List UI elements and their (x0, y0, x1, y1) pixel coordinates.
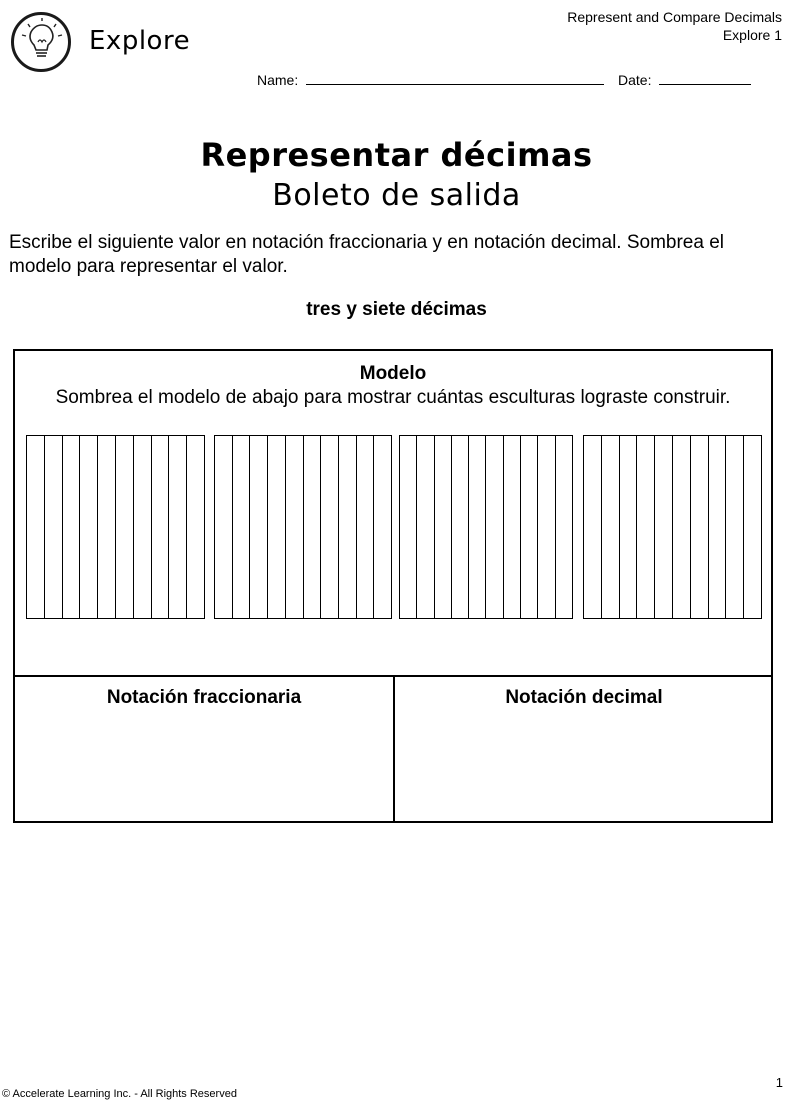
page-number: 1 (775, 1075, 783, 1090)
tenth-strip[interactable] (374, 436, 391, 618)
tenth-strip[interactable] (321, 436, 339, 618)
tenth-strip[interactable] (134, 436, 152, 618)
worksheet-table (13, 349, 773, 823)
tenths-grid[interactable] (26, 435, 205, 619)
course-title: Represent and Compare Decimals (567, 9, 782, 25)
name-label: Name: (257, 72, 299, 88)
page-subtitle: Boleto de salida (272, 178, 521, 213)
decimal-answer-area[interactable] (399, 723, 769, 819)
tenth-strip[interactable] (435, 436, 452, 618)
decimal-notation-heading: Notación decimal (505, 687, 663, 708)
tenth-strip[interactable] (187, 436, 204, 618)
tenth-strip[interactable] (620, 436, 638, 618)
model-title: Modelo (359, 363, 427, 384)
tenth-strip[interactable] (673, 436, 691, 618)
fraction-notation-heading: Notación fraccionaria (106, 687, 302, 708)
tenth-strip[interactable] (469, 436, 486, 618)
section-label: Explore 1 (722, 27, 782, 43)
model-description: Sombrea el modelo de abajo para mostrar cuántas esculturas lograste construir. (55, 387, 731, 408)
fraction-answer-area[interactable] (19, 723, 389, 819)
tenth-strip[interactable] (63, 436, 81, 618)
tenth-strip[interactable] (726, 436, 744, 618)
lightbulb-logo-icon (11, 12, 71, 72)
tenths-grid[interactable] (583, 435, 762, 619)
tenth-strip[interactable] (250, 436, 268, 618)
tenth-strip[interactable] (637, 436, 655, 618)
tenth-strip[interactable] (417, 436, 434, 618)
tenth-strip[interactable] (45, 436, 63, 618)
tenth-strip[interactable] (691, 436, 709, 618)
tenth-strip[interactable] (709, 436, 727, 618)
tenth-strip[interactable] (268, 436, 286, 618)
tenth-strip[interactable] (452, 436, 469, 618)
tenth-strip[interactable] (357, 436, 375, 618)
tenth-strip[interactable] (304, 436, 322, 618)
tenth-strip[interactable] (521, 436, 538, 618)
tenth-strip[interactable] (339, 436, 357, 618)
value-prompt: tres y siete décimas (306, 299, 487, 320)
tenth-strip[interactable] (556, 436, 572, 618)
page-title: Representar décimas (200, 136, 593, 174)
date-field[interactable] (659, 72, 751, 85)
tenth-strip[interactable] (486, 436, 503, 618)
tenth-strip[interactable] (286, 436, 304, 618)
tenth-strip[interactable] (169, 436, 187, 618)
tenth-strip[interactable] (400, 436, 417, 618)
name-field[interactable] (306, 72, 604, 85)
tenth-strip[interactable] (584, 436, 602, 618)
tenth-strip[interactable] (233, 436, 251, 618)
explore-logo-label: Explore (89, 26, 191, 56)
tenth-strip[interactable] (80, 436, 98, 618)
header-info (567, 8, 782, 44)
tenth-strip[interactable] (98, 436, 116, 618)
tenth-strip[interactable] (602, 436, 620, 618)
tenth-strip[interactable] (215, 436, 233, 618)
copyright-footer: © Accelerate Learning Inc. - All Rights Reserved (2, 1088, 237, 1100)
date-label: Date: (618, 72, 652, 88)
tenth-strip[interactable] (744, 436, 761, 618)
tenth-strip[interactable] (116, 436, 134, 618)
tenth-strip[interactable] (538, 436, 555, 618)
name-date-row (257, 72, 751, 88)
tenths-grid[interactable] (399, 435, 573, 619)
tenth-strip[interactable] (655, 436, 673, 618)
tenth-strip[interactable] (27, 436, 45, 618)
tenth-strip[interactable] (152, 436, 170, 618)
tenth-strip[interactable] (504, 436, 521, 618)
instructions: Escribe el siguiente valor en notación fraccionaria y en notación decimal. Sombrea el modelo para representar el valor. (9, 232, 725, 277)
tenths-grid[interactable] (214, 435, 392, 619)
